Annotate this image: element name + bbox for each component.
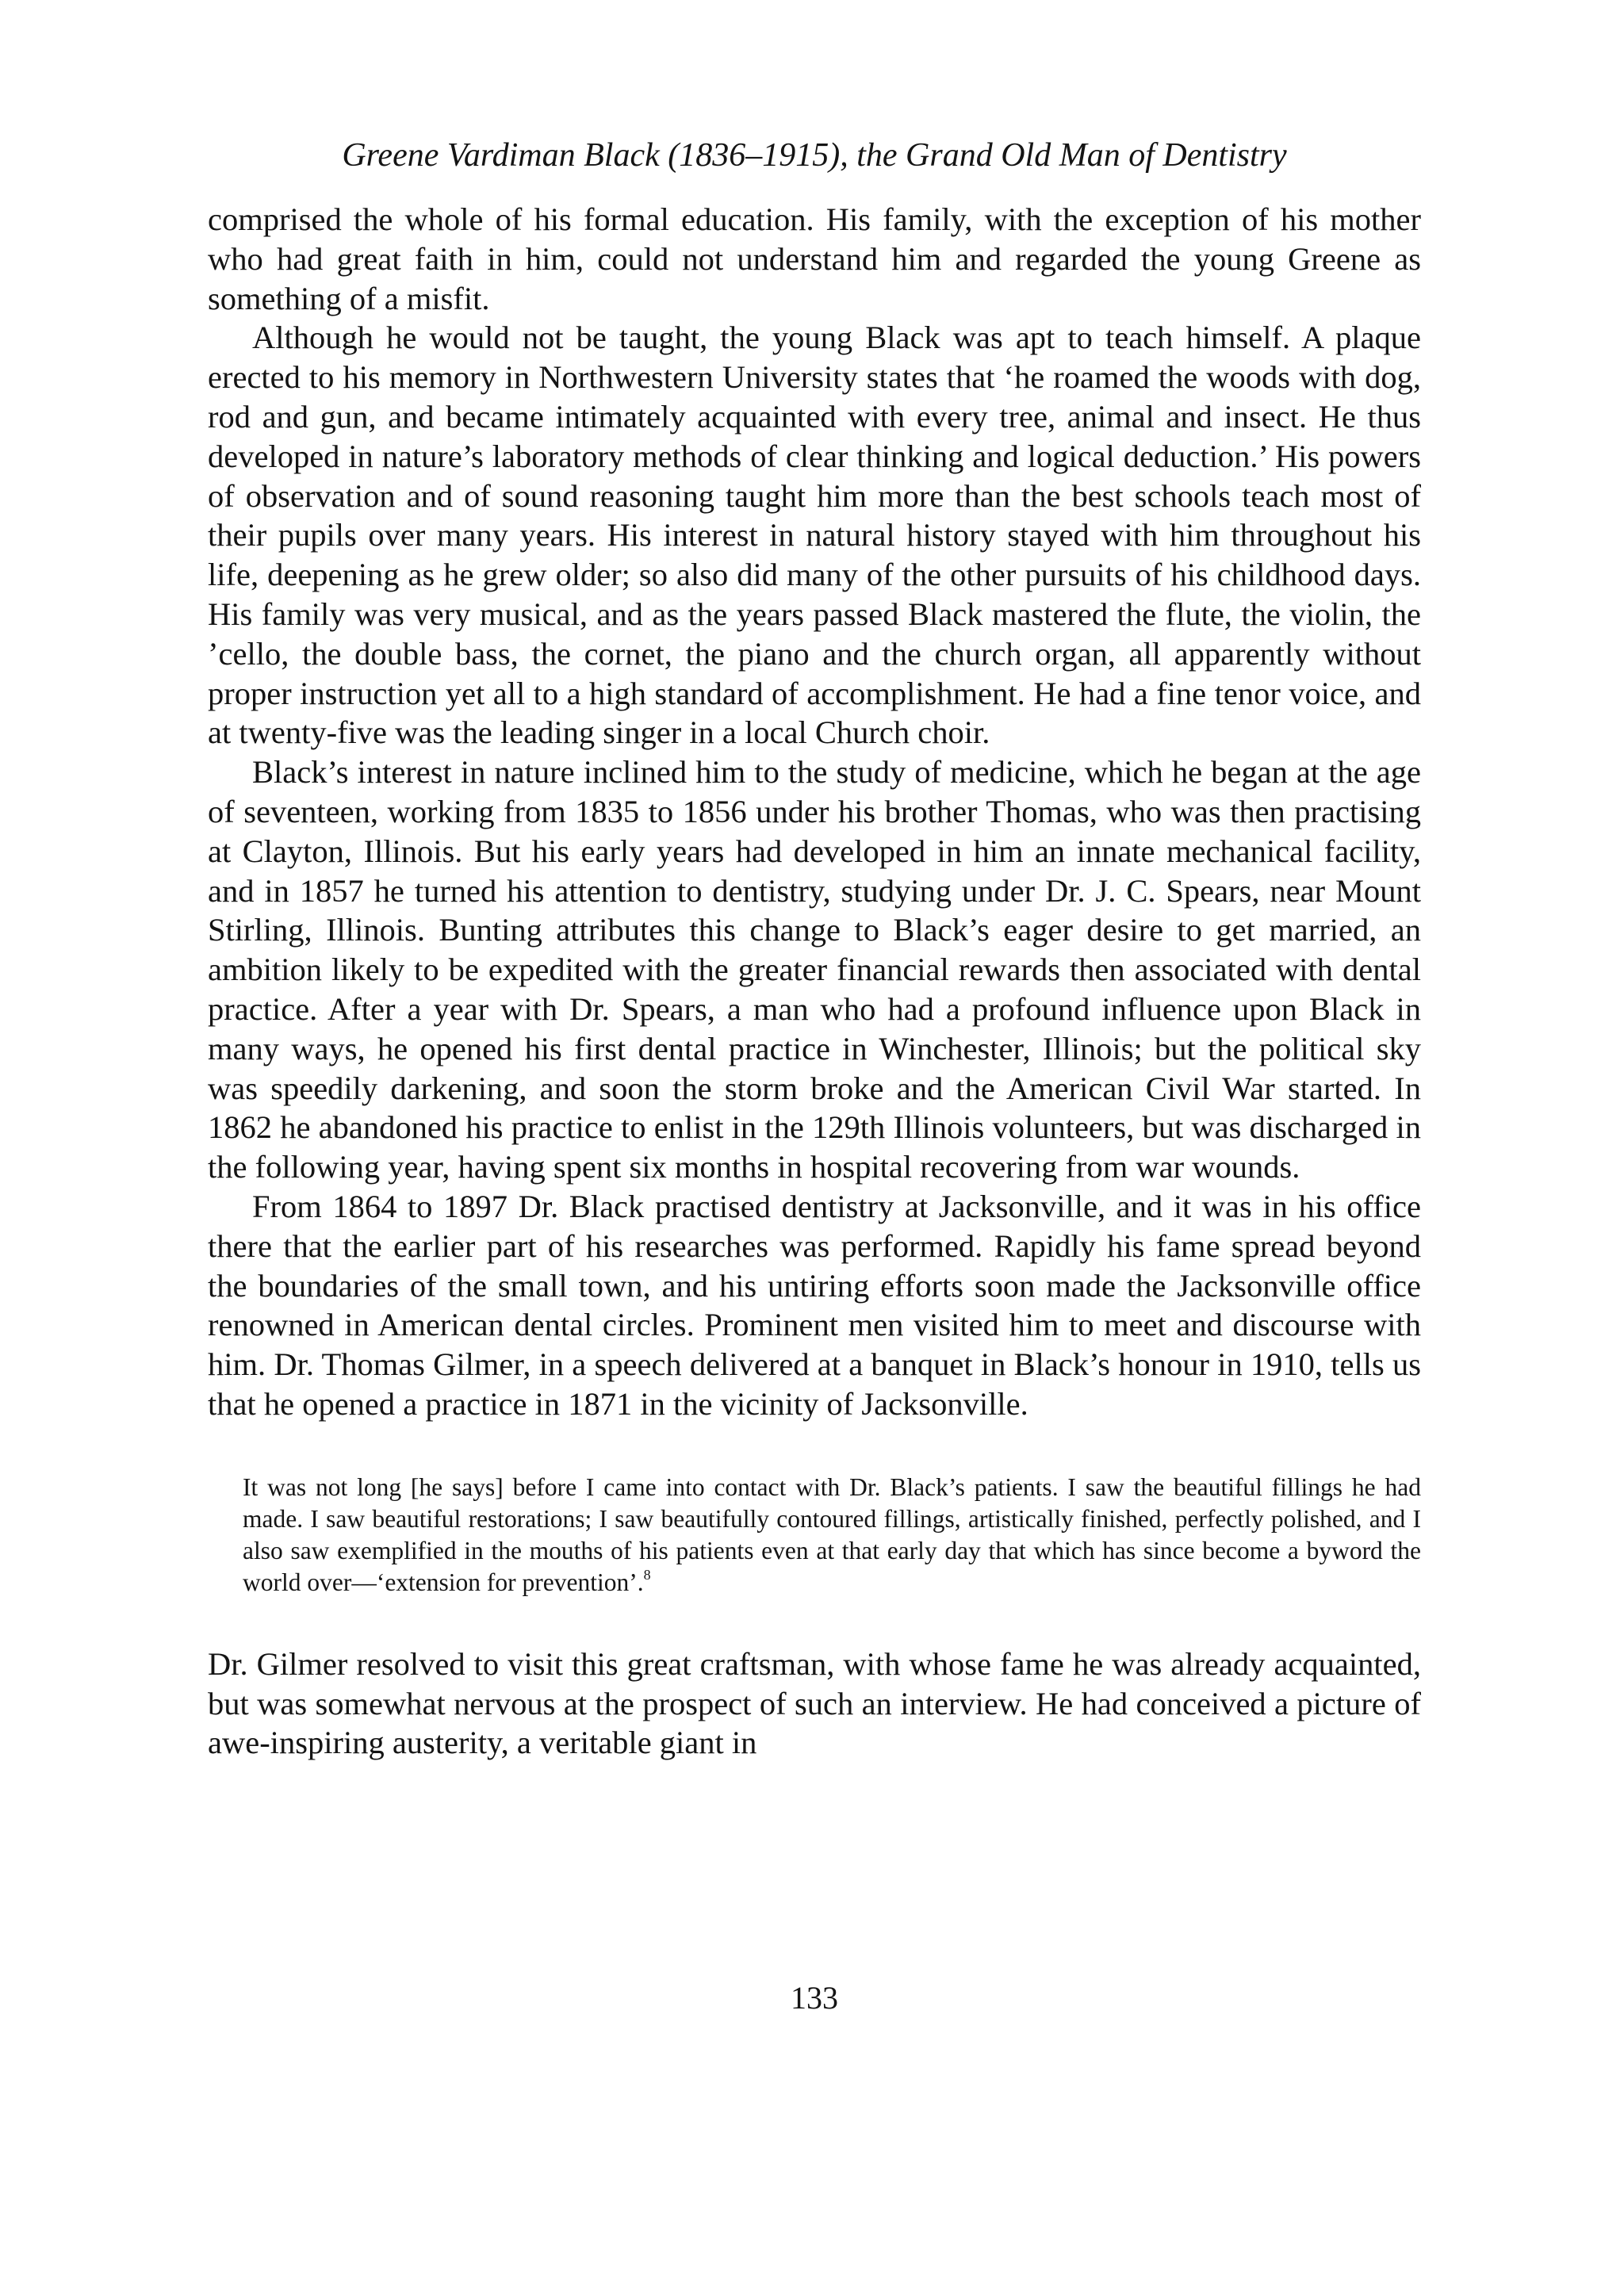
footnote-ref: 8	[643, 1566, 651, 1583]
block-quote-text: It was not long [he says] before I came into contact with Dr. Black’s patients. I saw the beautiful fillings he had made. I saw beautiful restorations; I saw beautifully contoured fillings, artistically finished, perfectly polished, and I also saw exemplified in the mouths of his patients even at that early day that which has since become a byword the world over—‘extension for prevention’.	[243, 1472, 1421, 1596]
paragraph-medicine: Black’s interest in nature inclined him to the study of medicine, which he began at the age of seventeen, working from 1835 to 1856 under his brother Thomas, who was then practising at Clayton, Illinois. But his early years had developed in him an innate mechanical facility, and in 1857 he turned his attention to dentistry, studying under Dr. J. C. Spears, near Mount Stirling, Illinois. Bunting attributes this change to Black’s eager desire to get married, an ambition likely to be expedited with the greater financial rewards then associated with dental practice. After a year with Dr. Spears, a man who had a profound influence upon Black in many ways, he opened his first dental practice in Winchester, Illinois; but the political sky was speedily darkening, and soon the storm broke and the American Civil War started. In 1862 he abandoned his practice to enlist in the 129th Illinois volunteers, but was discharged in the following year, having spent six months in hospital recovering from war wounds.	[208, 754, 1421, 1185]
paragraph-jacksonville: From 1864 to 1897 Dr. Black practised dentistry at Jacksonville, and it was in his office there that the earlier part of his researches was performed. Rapidly his fame spread beyond the boundaries of the small town, and his untiring efforts soon made the Jacksonville office renowned in American dental circles. Prominent men visited him to meet and discourse with him. Dr. Thomas Gilmer, in a speech delivered at a banquet in Black’s honour in 1910, tells us that he opened a practice in 1871 in the vicinity of Jacksonville.	[208, 1188, 1421, 1422]
page-number: 133	[791, 1980, 838, 2016]
paragraph-continued: comprised the whole of his formal education. His family, with the exception of his mother who had great faith in him, could not understand him and regarded the young Greene as something of a misfit.	[208, 201, 1421, 316]
paragraph-closing: Dr. Gilmer resolved to visit this great craftsman, with whose fame he was already acquainted, but was somewhat nervous at the prospect of such an interview. He had conceived a picture of awe-inspiring austerity, a veritable giant in	[208, 1645, 1421, 1761]
page-body	[208, 135, 1421, 2016]
running-head: Greene Vardiman Black (1836–1915), the Grand Old Man of Dentistry	[342, 137, 1287, 174]
paragraph-plaque: Although he would not be taught, the young Black was apt to teach himself. A plaque erected to his memory in Northwestern University states that ‘he roamed the woods with dog, rod and gun, and became intimately acquainted with every tree, animal and insect. He thus developed in nature’s laboratory methods of clear thinking and logical deduction.’ His powers of observation and of sound reasoning taught him more than the best schools teach most of their pupils over many years. His interest in natural history stayed with him throughout his life, deepening as he grew older; so also did many of the other pursuits of his childhood days. His family was very musical, and as the years passed Black mastered the flute, the violin, the ’cello, the double bass, the cornet, the piano and the church organ, all apparently without proper instruction yet all to a high standard of accomplishment. He had a fine tenor voice, and at twenty-five was the leading singer in a local Church choir.	[208, 320, 1421, 751]
block-quote	[243, 1472, 1421, 1599]
